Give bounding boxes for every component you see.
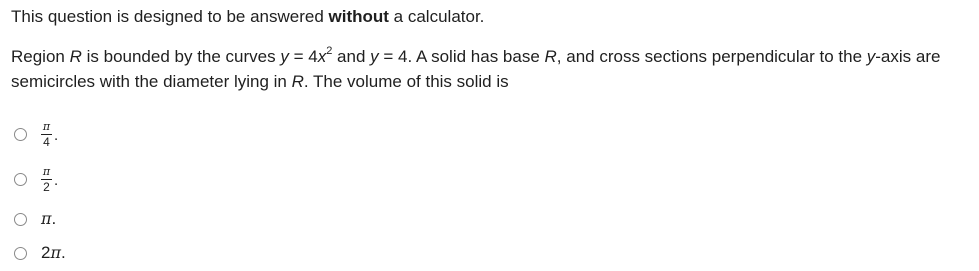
radio-button[interactable] xyxy=(14,247,27,260)
option-period: . xyxy=(51,209,57,228)
radio-button[interactable] xyxy=(14,213,27,226)
fraction-denominator: 4 xyxy=(43,135,50,149)
option-value xyxy=(41,209,56,229)
notice-suffix: a calculator. xyxy=(388,7,485,26)
fraction-denominator: 2 xyxy=(43,180,50,194)
variable-x: x xyxy=(317,47,327,66)
equation-part: = 4 xyxy=(288,47,318,66)
option-period: . xyxy=(60,243,66,262)
answer-option-3[interactable] xyxy=(14,209,56,229)
calculator-notice xyxy=(11,6,484,28)
notice-prefix: This question is designed to be answered xyxy=(11,7,329,26)
option-value xyxy=(41,243,66,263)
answer-option-2[interactable] xyxy=(14,166,58,193)
variable-y: y xyxy=(866,47,876,66)
fraction xyxy=(41,166,52,193)
answer-option-1[interactable] xyxy=(14,121,58,148)
question-text-part: -axis are semicircles with the diameter lying in xyxy=(11,47,941,91)
question-text-part: and xyxy=(332,47,371,66)
variable-y: y xyxy=(370,47,379,66)
question-text-part: . The volume of this solid is xyxy=(303,72,509,91)
question-text-part: Region xyxy=(11,47,70,66)
answer-option-4[interactable] xyxy=(14,243,66,263)
notice-emphasis: without xyxy=(328,7,389,26)
coefficient: 2 xyxy=(41,243,51,262)
question-text-part: = 4. A solid has base xyxy=(378,47,545,66)
fraction-numerator: π xyxy=(42,120,51,133)
fraction xyxy=(41,121,52,148)
variable-r: R xyxy=(291,72,304,91)
option-period: . xyxy=(54,172,59,189)
exponent: 2 xyxy=(326,45,333,58)
question-text-part: is bounded by the curves xyxy=(81,47,281,66)
variable-y: y xyxy=(280,47,289,66)
pi-symbol: π xyxy=(50,243,61,262)
radio-button[interactable] xyxy=(14,173,27,186)
fraction-numerator: π xyxy=(42,165,51,178)
pi-symbol: π xyxy=(41,209,52,228)
question-text xyxy=(11,44,971,94)
variable-r: R xyxy=(69,47,82,66)
question-text-part: , and cross sections perpendicular to the xyxy=(556,47,867,66)
option-period: . xyxy=(54,127,59,144)
radio-button[interactable] xyxy=(14,128,27,141)
variable-r: R xyxy=(544,47,557,66)
